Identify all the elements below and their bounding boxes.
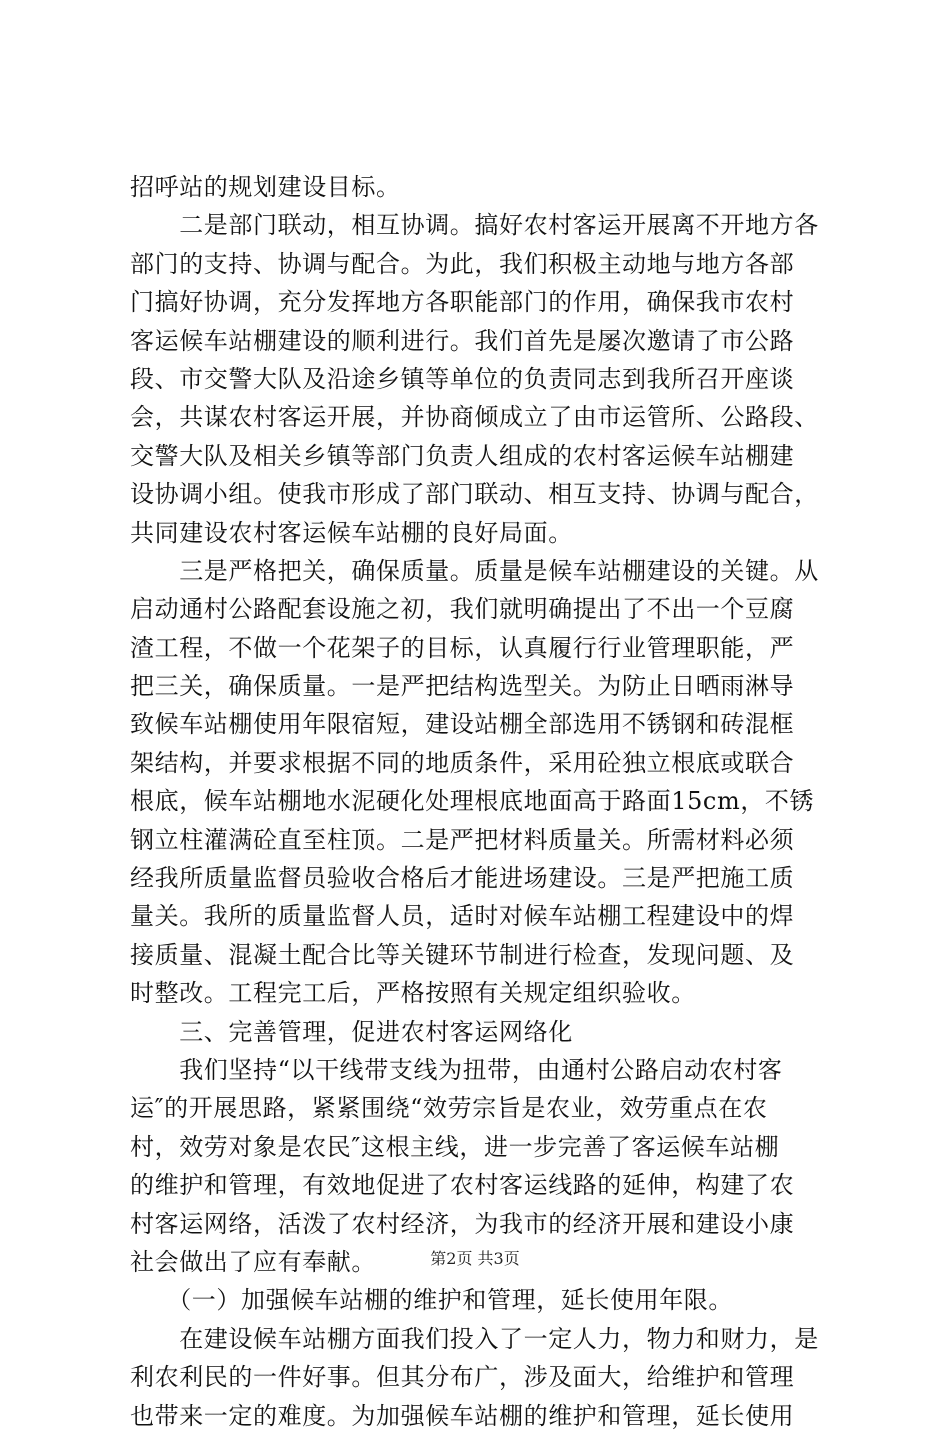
text-line: 村客运网络，活泼了农村经济，为我市的经济开展和建设小康 [130, 1209, 795, 1238]
text-line: 架结构，并要求根据不同的地质条件，采用砼独立根底或联合 [130, 748, 795, 777]
text-line: 门搞好协调，充分发挥地方各职能部门的作用，确保我市农村 [130, 288, 795, 317]
text-line: 共同建设农村客运候车站棚的良好局面。 [130, 518, 573, 547]
text-line: 三是严格把关，确保质量。质量是候车站棚建设的关键。从 [130, 556, 819, 585]
text-line: 客运候车站棚建设的顺利进行。我们首先是屡次邀请了市公路 [130, 326, 795, 355]
text-line: 把三关，确保质量。一是严把结构选型关。为防止日晒雨淋导 [130, 672, 795, 701]
text-line: 时整改。工程完工后，严格按照有关规定组织验收。 [130, 979, 696, 1008]
text-line: 钢立柱灌满砼直至柱顶。二是严把材料质量关。所需材料必须 [130, 825, 795, 854]
body-text [130, 168, 830, 1435]
text-line: 致候车站棚使用年限宿短，建设站棚全部选用不锈钢和砖混框 [130, 710, 795, 739]
text-line: 社会做出了应有奉献。 [130, 1247, 376, 1276]
text-line: 部门的支持、协调与配合。为此，我们积极主动地与地方各部 [130, 249, 795, 278]
text-line: 启动通村公路配套设施之初，我们就明确提出了不出一个豆腐 [130, 595, 795, 624]
text-line: 二是部门联动，相互协调。搞好农村客运开展离不开地方各 [130, 211, 819, 240]
text-line: 交警大队及相关乡镇等部门负责人组成的农村客运候车站棚建 [130, 441, 795, 470]
text-line: 会，共谋农村客运开展，并协商倾成立了由市运管所、公路段、 [130, 403, 819, 432]
subsection-heading: （一）加强候车站棚的维护和管理，延长使用年限。 [130, 1286, 733, 1315]
text-line: 接质量、混凝土配合比等关键环节制进行检查，发现问题、及 [130, 940, 795, 969]
text-line: 经我所质量监督员验收合格后才能进场建设。三是严把施工质 [130, 864, 795, 893]
text-line: 也带来一定的难度。为加强候车站棚的维护和管理，延长使用 [130, 1401, 795, 1430]
text-line: 量关。我所的质量监督人员，适时对候车站棚工程建设中的焊 [130, 902, 795, 931]
text-line: 根底，候车站棚地水泥硬化处理根底地面高于路面15cm，不锈 [130, 787, 815, 816]
text-line: 在建设候车站棚方面我们投入了一定人力，物力和财力，是 [130, 1324, 819, 1353]
text-line: 利农利民的一件好事。但其分布广，涉及面大，给维护和管理 [130, 1363, 795, 1392]
section-heading: 三、完善管理，促进农村客运网络化 [130, 1017, 573, 1046]
text-line: 招呼站的规划建设目标。 [130, 173, 401, 201]
text-line: 设协调小组。使我市形成了部门联动、相互支持、协调与配合， [130, 480, 819, 509]
text-line: 的维护和管理，有效地促进了农村客运线路的延伸，构建了农 [130, 1171, 795, 1200]
text-line: 村，效劳对象是农民″这根主线，进一步完善了客运候车站棚 [130, 1132, 780, 1161]
text-line: 我们坚持“以干线带支线为扭带，由通村公路启动农村客 [130, 1055, 783, 1084]
text-line: 段、市交警大队及沿途乡镇等单位的负责同志到我所召开座谈 [130, 364, 795, 393]
text-line: 运″的开展思路，紧紧围绕“效劳宗旨是农业，效劳重点在农 [130, 1094, 768, 1123]
text-line: 渣工程，不做一个花架子的目标，认真履行行业管理职能，严 [130, 633, 795, 662]
page-number-footer: 第2页 共3页 [430, 1249, 520, 1268]
